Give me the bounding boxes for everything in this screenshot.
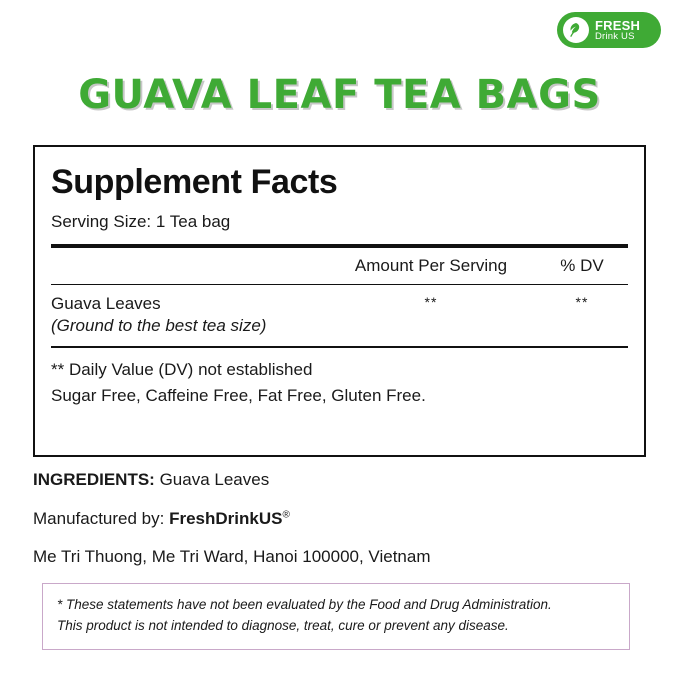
facts-header-row: [51, 248, 628, 284]
ingredients-label: INGREDIENTS:: [33, 470, 155, 489]
brand-text: [595, 19, 640, 42]
facts-header-amount: Amount Per Serving: [354, 256, 508, 275]
ingredients-line: [33, 468, 646, 493]
facts-row-subtext: (Ground to the best tea size): [51, 316, 267, 335]
registered-mark: ®: [282, 508, 290, 520]
leaf-icon: [563, 17, 589, 43]
serving-size: Serving Size: 1 Tea bag: [51, 212, 231, 231]
facts-row-dv: **: [575, 294, 589, 310]
manufacturer-line: [33, 507, 646, 532]
supplement-facts-heading: Supplement Facts: [51, 163, 338, 201]
facts-footnotes: [51, 348, 628, 410]
facts-row-name: Guava Leaves: [51, 294, 161, 313]
table-row: [51, 285, 628, 316]
manufacturer-name: FreshDrinkUS: [169, 508, 283, 528]
product-info: [33, 468, 646, 570]
disclaimer-line-1: * These statements have not been evaluated by the Food and Drug Administration.: [57, 597, 552, 612]
brand-line-1: FRESH: [595, 17, 641, 33]
brand-badge: [557, 12, 661, 48]
footnote-dv: ** Daily Value (DV) not established: [51, 360, 313, 379]
manufactured-label: Manufactured by:: [33, 508, 165, 528]
fda-disclaimer: [42, 583, 630, 650]
supplement-facts-panel: [33, 145, 646, 457]
page-title: GUAVA LEAF TEA BAGS: [78, 72, 601, 118]
brand-line-2: Drink US: [595, 30, 635, 42]
facts-row-amount: **: [424, 294, 438, 310]
ingredients-value: Guava Leaves: [159, 470, 270, 489]
manufacturer-address: Me Tri Thuong, Me Tri Ward, Hanoi 100000, Vietnam: [33, 547, 431, 567]
disclaimer-line-2: This product is not intended to diagnose, treat, cure or prevent any disease.: [57, 617, 509, 633]
facts-header-dv: % DV: [560, 256, 604, 275]
footnote-free-claims: Sugar Free, Caffeine Free, Fat Free, Gluten Free.: [51, 386, 426, 406]
